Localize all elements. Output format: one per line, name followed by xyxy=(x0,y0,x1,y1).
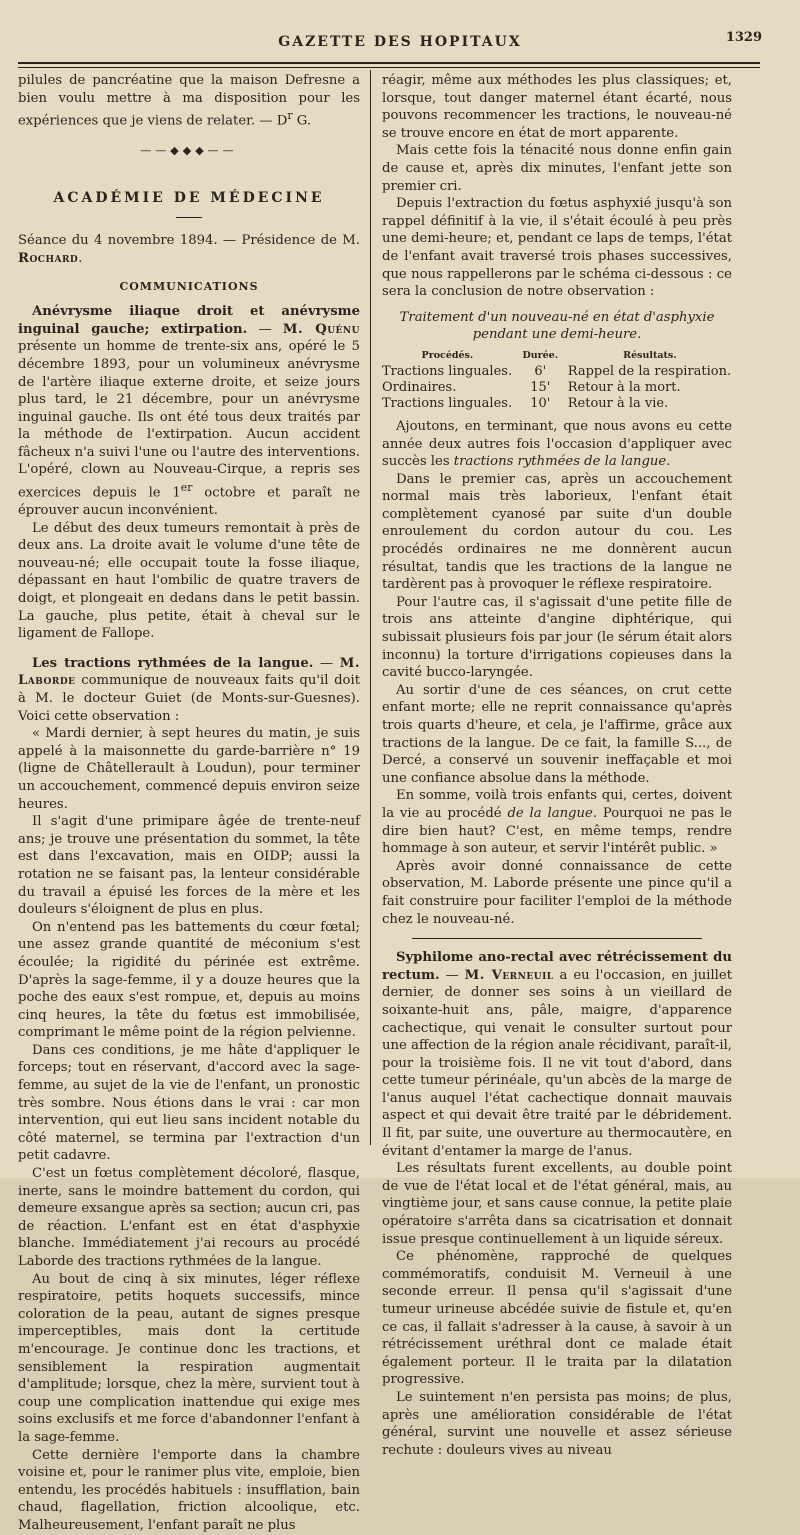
paragraph: Pour l'autre cas, il s'agissait d'une petite fille de trois ans atteinte d'angine diphtérique, qui subissait plusieurs fois par jour (le sérum était alors inconnu) la torture d'irrigations copieuses dans la cavité bucco-laryngée. xyxy=(382,594,732,681)
section-heading: ACADÉMIE DE MÉDECINE xyxy=(53,189,325,206)
article-tractions: Les tractions rythmées de la langue. — M. Laborde communique de nouveaux faits qu'il doit à M. le docteur Guiet (de Monts-sur-Guesnes). Voici cette observation : xyxy=(18,655,360,724)
paragraph: Depuis l'extraction du fœtus asphyxié jusqu'à son rappel définitif à la vie, il s'était écoulé à peu près une demi-heure; et, pendant ce laps de temps, l'état de l'enfant avait traversé trois phases successives, que nous rappellerons par le schéma ci-dessous : ce sera la conclusion de notre observation : xyxy=(382,196,732,300)
table-cell: 15' xyxy=(530,379,551,395)
article-anevrysme: Anévrysme iliaque droit et anévrysme inguinal gauche; extirpation. — M. Quénu présente un homme de trente-six ans, opéré le 5 décembre 1893, pour un volumineux anévrysme de l'artère iliaque externe droite, et seize jours plus tard, le 21 décembre, pour un anévrysme inguinal gauche. Ils ont été tous deux traités par la méthode de l'extirpation. Aucun accident fâcheux n'a suivi l'une ou l'autre des interventions. L'opéré, clown au Nouveau-Cirque, a repris ses exercices depuis le 1er octobre et paraît ne éprouver aucun inconvénient. xyxy=(18,304,360,519)
table-cell: 10' xyxy=(530,395,551,411)
table-header-row xyxy=(382,348,732,364)
paragraph: Il s'agit d'une primipare âgée de trente-neuf ans; je trouve une présentation du sommet, la tête est dans l'excavation, mais en OIDP; aussi la rotation ne se faisant pas, la lenteur considérable du travail a épuisé les forces de la mère et les douleurs s'éloignent de plus en plus. xyxy=(18,814,360,918)
table-header: Résultats. xyxy=(623,349,677,361)
left-column xyxy=(18,72,360,1535)
paragraph: Le suintement n'en persista pas moins; de plus, après une amélioration considérable de l'état général, survint une nouvelle et assez sérieuse rechute : douleurs vives au niveau xyxy=(382,1389,732,1458)
column-divider xyxy=(370,70,371,1145)
paragraph: C'est un fœtus complètement décoloré, flasque, inerte, sans le moindre battement du cordon, qui demeure exsangue après sa section; aucun cri, pas de réaction. L'enfant est en état d'asphyxie blanche. Immédiatement j'ai recours au procédé Laborde des tractions rythmées de la langue. xyxy=(18,1166,360,1269)
paragraph: Les résultats furent excellents, au double point de vue de l'état local et de l'état général, mais, au vingtième jour, et sans cause connue, la petite plaie opératoire s'arrêta dans sa cicatrisation et donnait issue presque continuellement à un liquide séreux. xyxy=(382,1161,732,1247)
table-cell: Retour à la vie. xyxy=(567,395,669,411)
paragraph: Ajoutons, en terminant, que nous avons eu cette année deux autres fois l'occasion d'appliquer avec succès les tractions rythmées de la langue. xyxy=(382,418,732,470)
table-header: Procédés. xyxy=(421,349,474,361)
table-cell: Retour à la mort. xyxy=(567,379,681,395)
paragraph: Au bout de cinq à six minutes, léger réflexe respiratoire, petits hoquets successifs, mince coloration de la peau, autant de signes presque imperceptibles, mais dont la certitude m'encourage. Je continue donc les tractions, et sensiblement la respiration augmentait d'amplitude; lorsque, chez la mère, survient tout à coup une complication inattendue qui exige mes soins exclusifs et me force d'abandonner l'enfant à la sage-femme. xyxy=(18,1271,360,1445)
paragraph: pilules de pancréatine que la maison Defresne a bien voulu mettre à ma disposition pour les expériences que je viens de relater. — $D^r$ G. xyxy=(18,73,360,129)
journal-title: GAZETTE DES HOPITAUX xyxy=(278,34,522,50)
short-rule xyxy=(176,217,202,218)
table-row xyxy=(382,364,732,380)
ornament-divider: ——◆◆◆—— xyxy=(140,144,238,158)
table-cell: Tractions linguales. xyxy=(382,395,513,411)
table-row xyxy=(382,380,732,396)
paragraph: Mais cette fois la ténacité nous donne enfin gain de cause et, après dix minutes, l'enfant jette son premier cri. xyxy=(382,143,732,194)
paragraph: Dans le premier cas, après un accouchement normal mais très laborieux, l'enfant était complètement cyanosé par suite d'un double enroulement du cordon autour du cou. Les procédés ordinaires ne me donnèrent aucun résultat, tandis que les tractions de la langue ne tardèrent pas à provoquer le réflexe respiratoire. xyxy=(382,471,732,593)
table-row xyxy=(382,396,732,412)
paragraph: Cette dernière l'emporte dans la chambre voisine et, pour le ranimer plus vite, emploie, bien entendu, les procédés habituels : insufflation, bain chaud, flagellation, friction alcoolique, etc. Malheureusement, l'enfant paraît ne plus xyxy=(18,1447,360,1533)
paragraph: Dans ces conditions, je me hâte d'appliquer le forceps; tout en réservant, d'accord avec la sage-femme, au sujet de la vie de l'enfant, un pronostic très sombre. Nous étions dans le vrai : car mon intervention, qui eut lieu sans incident notable du côté maternel, se termina par l'extraction d'un petit cadavre. xyxy=(18,1042,360,1164)
paragraph: En somme, voilà trois enfants qui, certes, doivent la vie au procédé de la langue. Pourquoi ne pas le dire bien haut? C'est, en même temps, rendre hommage à son auteur, et servir l'intérêt public. » xyxy=(382,788,732,857)
header-rule xyxy=(18,62,760,64)
paragraph: Le début des deux tumeurs remontait à près de deux ans. La droite avait le volume d'une tête de nouveau-né; elle occupait toute la fosse iliaque, dépassant en haut l'ombilic de quatre travers de doigt, et plongeait en dedans dans le petit bassin. La gauche, plus petite, était à cheval sur le ligament de Fallope. xyxy=(18,520,360,642)
table-cell: Rappel de la respiration. xyxy=(567,363,732,379)
header-rule-thin xyxy=(18,67,760,68)
subsection-heading: COMMUNICATIONS xyxy=(119,279,259,293)
right-column xyxy=(382,72,732,1459)
paragraph: Ce phénomène, rapproché de quelques commémoratifs, conduisit M. Verneuil à une seconde erreur. Il pensa qu'il s'agissait d'une tumeur urineuse abcédée suivie de fistule et, qu'en ce cas, il fallait s'adresser à la cause, à savoir à un rétrécissement uréthral dont ce malade était également porteur. Il le traita par la dilatation progressive. xyxy=(382,1249,732,1388)
paragraph: Au sortir d'une de ces séances, on crut cette enfant morte; elle ne reprit connaissance qu'après trois quarts d'heure, et cela, je l'affirme, grâce aux tractions de la langue. De ce fait, la famille S..., de Dercé, a conservé un souvenir ineffaçable et moi une confiance absolue dans la méthode. xyxy=(382,682,732,786)
table-header: Durée. xyxy=(522,349,559,361)
paragraph: « Mardi dernier, à sept heures du matin, je suis appelé à la maisonnette du garde-barrière n° 19 (ligne de Châtellerault à Loudun), pour terminer un accouchement, commencé depuis environ seize heures. xyxy=(18,726,360,812)
treatment-table xyxy=(382,348,732,412)
article-separator xyxy=(412,938,702,939)
paragraph: Après avoir donné connaissance de cette observation, M. Laborde présente une pince qu'il a fait construire pour faciliter l'emploi de la méthode chez le nouveau-né. xyxy=(382,858,732,927)
paragraph: réagir, même aux méthodes les plus classiques; et, lorsque, tout danger maternel étant écarté, nous pouvons recommencer les tractions, le nouveau-né se trouve encore en état de mort apparente. xyxy=(382,73,732,141)
table-cell: 6' xyxy=(534,363,547,379)
table-cell: Ordinaires. xyxy=(382,379,457,395)
table-title: Traitement d'un nouveau-né en état d'asphyxie pendant une demi-heure. xyxy=(399,309,715,343)
paragraph: On n'entend pas les battements du cœur fœtal; une assez grande quantité de méconium s'est écoulée; la rigidité du périnée est extrême. D'après la sage-femme, il y a douze heures que la poche des eaux s'est rompue, et, depuis au moins cinq heures, la tête du fœtus est immobilisée, comprimant le même point de la région pelvienne. xyxy=(18,919,360,1041)
page-number: 1329 xyxy=(725,30,762,45)
table-cell: Tractions linguales. xyxy=(382,363,513,379)
article-syphilome: Syphilome ano-rectal avec rétrécissement du rectum. — M. Verneuil a eu l'occasion, en juillet dernier, de donner ses soins à un vieillard de soixante-huit ans, pâle, maigre, d'apparence cachectique, qui venait le consulter surtout pour une affection de la région anale récidivant, paraît-il, pour la troisième fois. Il ne vit tout d'abord, dans cette tumeur périnéale, qu'un abcès de la marge de l'anus auquel l'état cachectique donnait mauvais aspect et qui devait être traité par le débridement. Il fit, par suite, une ouverture au thermocautère, en évitant d'entamer la marge de l'anus. xyxy=(382,950,732,1159)
session-line: Séance du 4 novembre 1894. — Présidence de M. Rochard. xyxy=(18,233,360,266)
